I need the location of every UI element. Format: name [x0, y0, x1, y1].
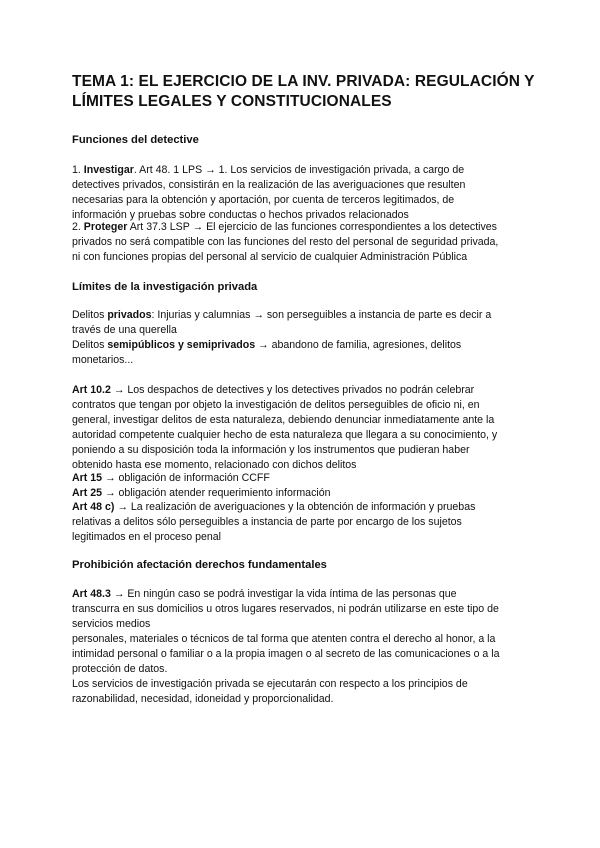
page-title	[72, 72, 542, 112]
term-proteger: Proteger	[83, 221, 128, 233]
paragraph-line: necesarias para la obtención y aportación, por cuenta de terceros legitimados, de	[72, 194, 455, 206]
term-investigar: Investigar	[83, 164, 134, 176]
section-heading-limites: Límites de la investigación privada	[72, 281, 258, 293]
paragraph-line: poniendo a su disposición toda la información y los instrumentos que pudieran haber	[72, 444, 470, 456]
paragraph-line: obtenido hasta ese momento, relacionado con dichos delitos	[72, 459, 357, 471]
paragraph-line: monetarios...	[72, 354, 134, 366]
paragraph-line: transcurra en sus domicilios u otros lugares reservados, ni podrán utilizarse en este tipo de	[72, 603, 499, 615]
list-number: 2.	[72, 221, 84, 233]
text-run: → La realización de averiguaciones y la obtención de información y pruebas	[114, 501, 476, 513]
paragraph-line	[72, 220, 497, 234]
paragraph-line: detectives privados, consistirán en la realización de las averiguaciones que resulten	[72, 179, 466, 191]
paragraph-line: Los servicios de investigación privada se ejecutarán con respecto a los principios de	[72, 678, 468, 690]
title-line-1: TEMA 1: EL EJERCICIO DE LA INV. PRIVADA: REGULACIÓN Y	[72, 73, 535, 90]
paragraph-line: protección de datos.	[72, 663, 168, 675]
article-ref: Art 25	[72, 487, 103, 499]
text-run: Delitos	[72, 309, 108, 321]
term-privados: privados	[107, 309, 152, 321]
article-ref: Art 10.2	[72, 384, 111, 396]
paragraph-line: intimidad personal o familiar o a la propia imagen o al secreto de las comunicaciones o a la	[72, 648, 500, 660]
paragraph-line: relativas a delitos sólo perseguibles a instancia de parte por encargo de los sujetos	[72, 516, 462, 528]
paragraph-line	[72, 471, 270, 485]
paragraph-line: personales, materiales o técnicos de tal forma que atenten contra el derecho al honor, a la	[72, 633, 496, 645]
article-ref: Art 48 c)	[72, 501, 115, 513]
article-ref: Art 48.3	[72, 588, 111, 600]
section-heading-funciones: Funciones del detective	[72, 134, 199, 146]
paragraph-line: razonabilidad, necesidad, idoneidad y proporcionalidad.	[72, 693, 334, 705]
list-number: 1.	[72, 164, 84, 176]
section-heading-prohibicion: Prohibición afectación derechos fundamentales	[72, 559, 327, 571]
text-run: : Injurias y calumnias → son perseguibles a instancia de parte es decir a	[151, 309, 492, 321]
paragraph-line	[72, 308, 491, 322]
paragraph-line: autoridad competente cualquier hecho de esta naturaleza que llegara a su conocimiento, y	[72, 429, 498, 441]
title-line-2: LÍMITES LEGALES Y CONSTITUCIONALES	[72, 93, 392, 110]
paragraph-line	[72, 500, 475, 514]
text-run: → obligación atender requerimiento información	[102, 487, 331, 499]
paragraph-line: privados no será compatible con las funciones del resto del personal de seguridad privada,	[72, 236, 499, 248]
text-run: Art 37.3 LSP → El ejercicio de las funciones correspondientes a los detectives	[127, 221, 497, 233]
paragraph-line	[72, 163, 464, 177]
paragraph-line	[72, 383, 474, 397]
term-semipublicos: semipúblicos y semiprivados	[107, 339, 256, 351]
text-run: Delitos	[72, 339, 108, 351]
text-run: . Art 48. 1 LPS → 1. Los servicios de investigación privada, a cargo de	[133, 164, 465, 176]
paragraph-line: contratos que tengan por objeto la investigación de delitos perseguibles de oficio ni, en	[72, 399, 480, 411]
paragraph-line: ni con funciones propias del personal al servicio de cualquier Administración Pública	[72, 251, 468, 263]
text-run: → obligación de información CCFF	[102, 472, 270, 484]
article-ref: Art 15	[72, 472, 103, 484]
paragraph-line	[72, 587, 457, 601]
text-run: → Los despachos de detectives y los detectives privados no podrán celebrar	[110, 384, 475, 396]
paragraph-line: legitimados en el proceso penal	[72, 531, 221, 543]
paragraph-line: través de una querella	[72, 324, 177, 336]
paragraph-line	[72, 486, 331, 500]
paragraph-line: información y pruebas sobre conductas o hechos privados relacionados	[72, 209, 409, 221]
paragraph-line: servicios medios	[72, 618, 151, 630]
paragraph-line: general, investigar delitos de esta naturaleza, debiendo denunciar inmediatamente ante la	[72, 414, 495, 426]
paragraph-line	[72, 338, 461, 352]
text-run: → En ningún caso se podrá investigar la vida íntima de las personas que	[110, 588, 457, 600]
text-run: → abandono de familia, agresiones, delitos	[255, 339, 462, 351]
